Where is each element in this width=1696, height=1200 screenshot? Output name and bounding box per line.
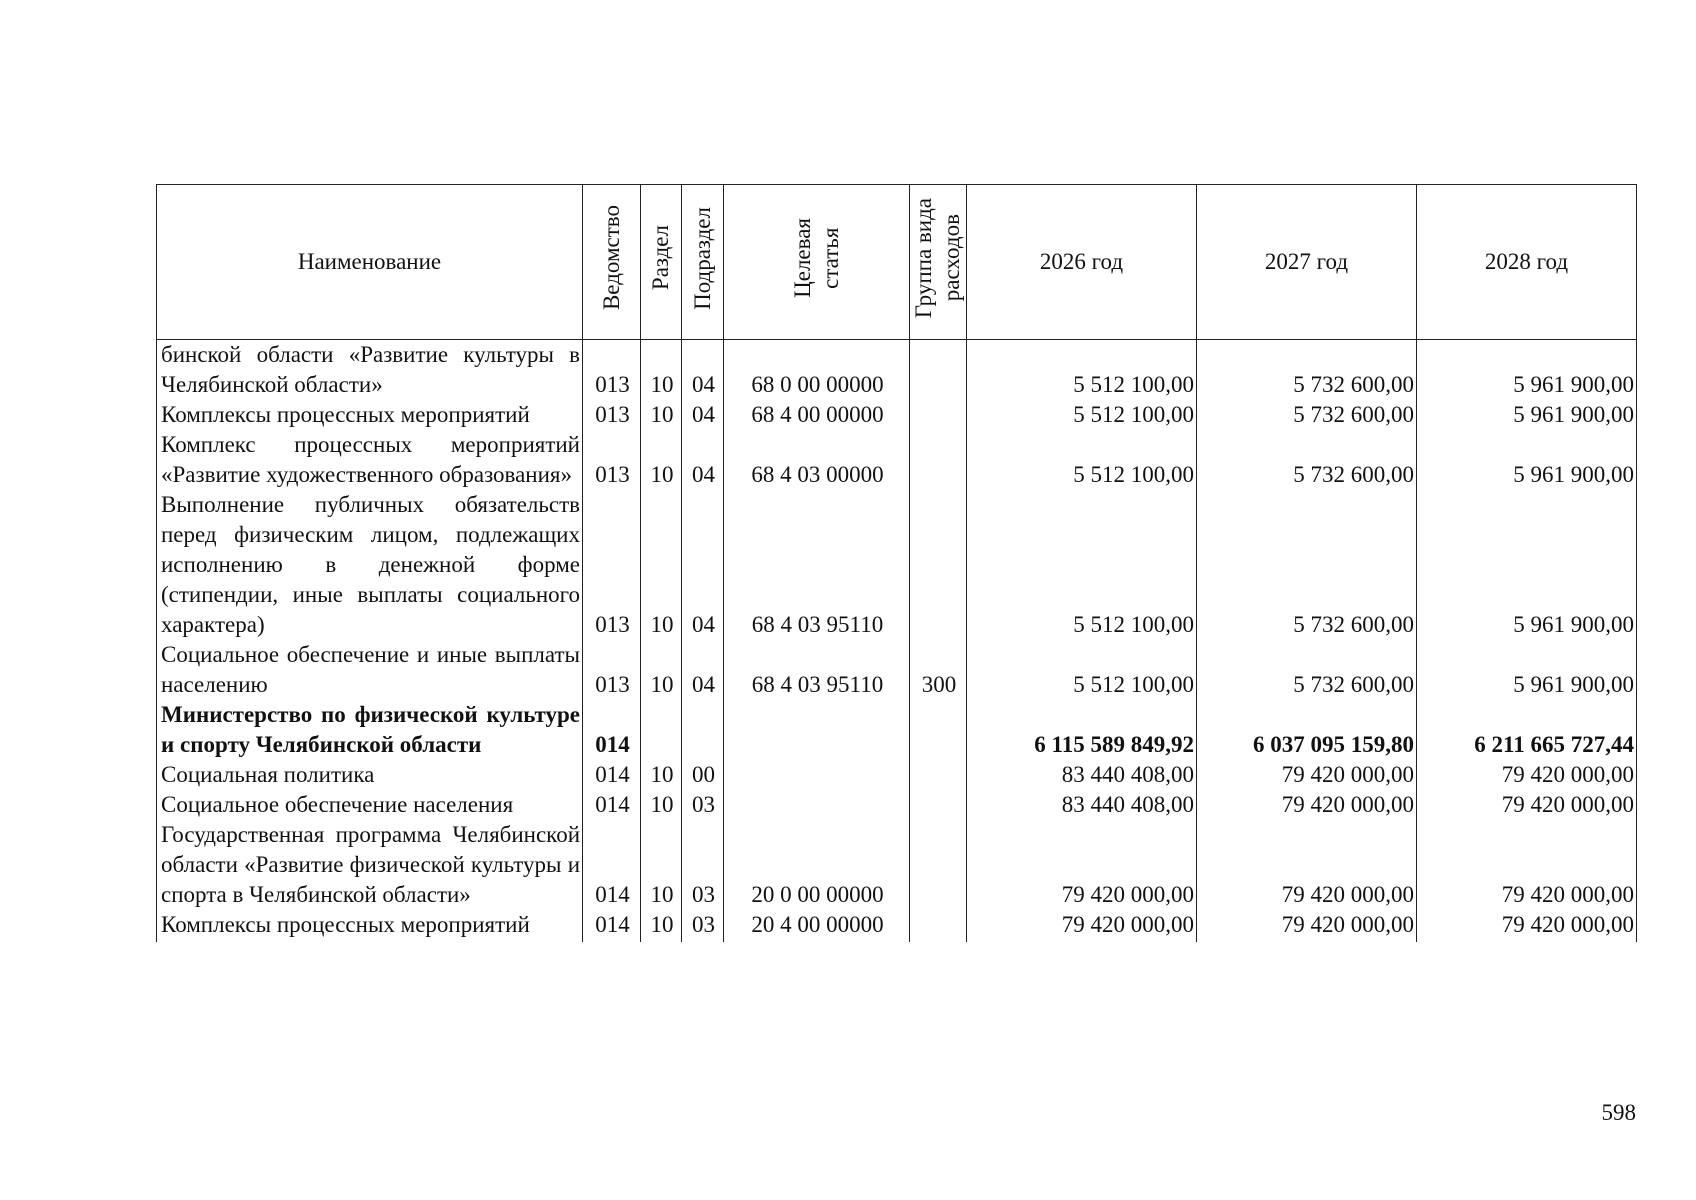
cell-podrazdel: 04 (682, 490, 724, 640)
budget-table (156, 184, 1637, 942)
cell-name: бинской области «Развитие культуры в Челябинской области» (157, 340, 583, 401)
cell-podrazdel: 04 (682, 640, 724, 700)
cell-podrazdel: 00 (682, 760, 724, 790)
cell-year-2026: 5 512 100,00 (967, 640, 1197, 700)
header-razdel: Раздел (641, 185, 682, 340)
cell-gruppa-rashodov (910, 820, 967, 910)
cell-year-2027: 5 732 600,00 (1197, 490, 1417, 640)
cell-name: Министерство по физической культуре и спорту Челябинской области (157, 700, 583, 760)
cell-year-2027: 5 732 600,00 (1197, 430, 1417, 490)
cell-name: Комплексы процессных мероприятий (157, 910, 583, 942)
cell-celevaya-statya: 68 4 03 95110 (724, 490, 910, 640)
header-year-2027: 2027 год (1197, 185, 1417, 340)
cell-gruppa-rashodov (910, 910, 967, 942)
cell-year-2026: 5 512 100,00 (967, 430, 1197, 490)
cell-year-2028: 5 961 900,00 (1417, 430, 1637, 490)
cell-vedomstvo: 013 (583, 400, 641, 430)
cell-vedomstvo: 014 (583, 910, 641, 942)
cell-razdel: 10 (641, 340, 682, 401)
cell-year-2026: 5 512 100,00 (967, 490, 1197, 640)
cell-year-2027: 5 732 600,00 (1197, 400, 1417, 430)
header-vedomstvo: Ведомство (583, 185, 641, 340)
cell-podrazdel: 03 (682, 790, 724, 820)
cell-year-2027: 79 420 000,00 (1197, 820, 1417, 910)
table-row (157, 790, 1637, 820)
page-number: 598 (1601, 1100, 1636, 1125)
cell-year-2028: 5 961 900,00 (1417, 490, 1637, 640)
cell-celevaya-statya: 68 4 03 00000 (724, 430, 910, 490)
cell-podrazdel: 04 (682, 400, 724, 430)
header-celevaya-statya: Целевая статья (724, 185, 910, 340)
cell-podrazdel: 03 (682, 820, 724, 910)
cell-razdel: 10 (641, 790, 682, 820)
cell-razdel: 10 (641, 760, 682, 790)
cell-year-2028: 5 961 900,00 (1417, 340, 1637, 401)
cell-gruppa-rashodov (910, 340, 967, 401)
cell-year-2027: 6 037 095 159,80 (1197, 700, 1417, 760)
cell-razdel: 10 (641, 400, 682, 430)
cell-razdel: 10 (641, 640, 682, 700)
table-row (157, 430, 1637, 490)
cell-year-2027: 79 420 000,00 (1197, 910, 1417, 942)
cell-celevaya-statya: 20 0 00 00000 (724, 820, 910, 910)
cell-vedomstvo: 014 (583, 700, 641, 760)
table-header-row (157, 185, 1637, 340)
cell-podrazdel: 03 (682, 910, 724, 942)
cell-year-2026: 79 420 000,00 (967, 910, 1197, 942)
table-row (157, 910, 1637, 942)
cell-name: Выполнение публичных обязательств перед физическим лицом, подлежащих исполнению в денежной форме (стипендии, иные выплаты социального характера) (157, 490, 583, 640)
cell-celevaya-statya: 68 4 03 95110 (724, 640, 910, 700)
header-name: Наименование (157, 185, 583, 340)
cell-razdel: 10 (641, 490, 682, 640)
cell-year-2027: 79 420 000,00 (1197, 760, 1417, 790)
cell-year-2028: 79 420 000,00 (1417, 790, 1637, 820)
cell-year-2027: 5 732 600,00 (1197, 340, 1417, 401)
cell-year-2028: 79 420 000,00 (1417, 910, 1637, 942)
table-row (157, 700, 1637, 760)
cell-gruppa-rashodov (910, 790, 967, 820)
cell-razdel: 10 (641, 430, 682, 490)
cell-celevaya-statya: 68 0 00 00000 (724, 340, 910, 401)
header-podrazdel: Подраздел (682, 185, 724, 340)
cell-celevaya-statya: 20 4 00 00000 (724, 910, 910, 942)
cell-year-2028: 79 420 000,00 (1417, 760, 1637, 790)
table-body (157, 340, 1637, 943)
cell-year-2026: 6 115 589 849,92 (967, 700, 1197, 760)
cell-vedomstvo: 013 (583, 640, 641, 700)
cell-gruppa-rashodov (910, 700, 967, 760)
cell-name: Социальное обеспечение и иные выплаты населению (157, 640, 583, 700)
cell-year-2028: 79 420 000,00 (1417, 820, 1637, 910)
header-year-2026: 2026 год (967, 185, 1197, 340)
cell-name: Комплексы процессных мероприятий (157, 400, 583, 430)
cell-razdel (641, 700, 682, 760)
table-row (157, 490, 1637, 640)
cell-year-2027: 79 420 000,00 (1197, 790, 1417, 820)
cell-vedomstvo: 014 (583, 820, 641, 910)
cell-gruppa-rashodov (910, 760, 967, 790)
cell-year-2026: 5 512 100,00 (967, 400, 1197, 430)
cell-vedomstvo: 013 (583, 430, 641, 490)
cell-gruppa-rashodov (910, 400, 967, 430)
cell-year-2028: 6 211 665 727,44 (1417, 700, 1637, 760)
cell-celevaya-statya (724, 760, 910, 790)
cell-gruppa-rashodov (910, 430, 967, 490)
cell-celevaya-statya: 68 4 00 00000 (724, 400, 910, 430)
cell-gruppa-rashodov (910, 490, 967, 640)
cell-razdel: 10 (641, 820, 682, 910)
cell-podrazdel: 04 (682, 340, 724, 401)
cell-year-2027: 5 732 600,00 (1197, 640, 1417, 700)
header-year-2028: 2028 год (1417, 185, 1637, 340)
cell-year-2026: 5 512 100,00 (967, 340, 1197, 401)
table-row (157, 400, 1637, 430)
cell-year-2028: 5 961 900,00 (1417, 400, 1637, 430)
table-row (157, 340, 1637, 401)
cell-name: Государственная программа Челябинской области «Развитие физической культуры и спорта в Челябинской области» (157, 820, 583, 910)
cell-vedomstvo: 013 (583, 490, 641, 640)
cell-year-2026: 79 420 000,00 (967, 820, 1197, 910)
table-row (157, 760, 1637, 790)
cell-celevaya-statya (724, 700, 910, 760)
table-row (157, 640, 1637, 700)
cell-podrazdel: 04 (682, 430, 724, 490)
table-row (157, 820, 1637, 910)
header-gruppa-rashodov: Группа вида расходов (910, 185, 967, 340)
cell-podrazdel (682, 700, 724, 760)
cell-vedomstvo: 014 (583, 760, 641, 790)
cell-vedomstvo: 014 (583, 790, 641, 820)
cell-vedomstvo: 013 (583, 340, 641, 401)
cell-year-2026: 83 440 408,00 (967, 790, 1197, 820)
cell-year-2026: 83 440 408,00 (967, 760, 1197, 790)
cell-name: Социальное обеспечение населения (157, 790, 583, 820)
cell-razdel: 10 (641, 910, 682, 942)
cell-gruppa-rashodov: 300 (910, 640, 967, 700)
cell-year-2028: 5 961 900,00 (1417, 640, 1637, 700)
cell-name: Комплекс процессных мероприятий «Развитие художественного образования» (157, 430, 583, 490)
cell-name: Социальная политика (157, 760, 583, 790)
cell-celevaya-statya (724, 790, 910, 820)
